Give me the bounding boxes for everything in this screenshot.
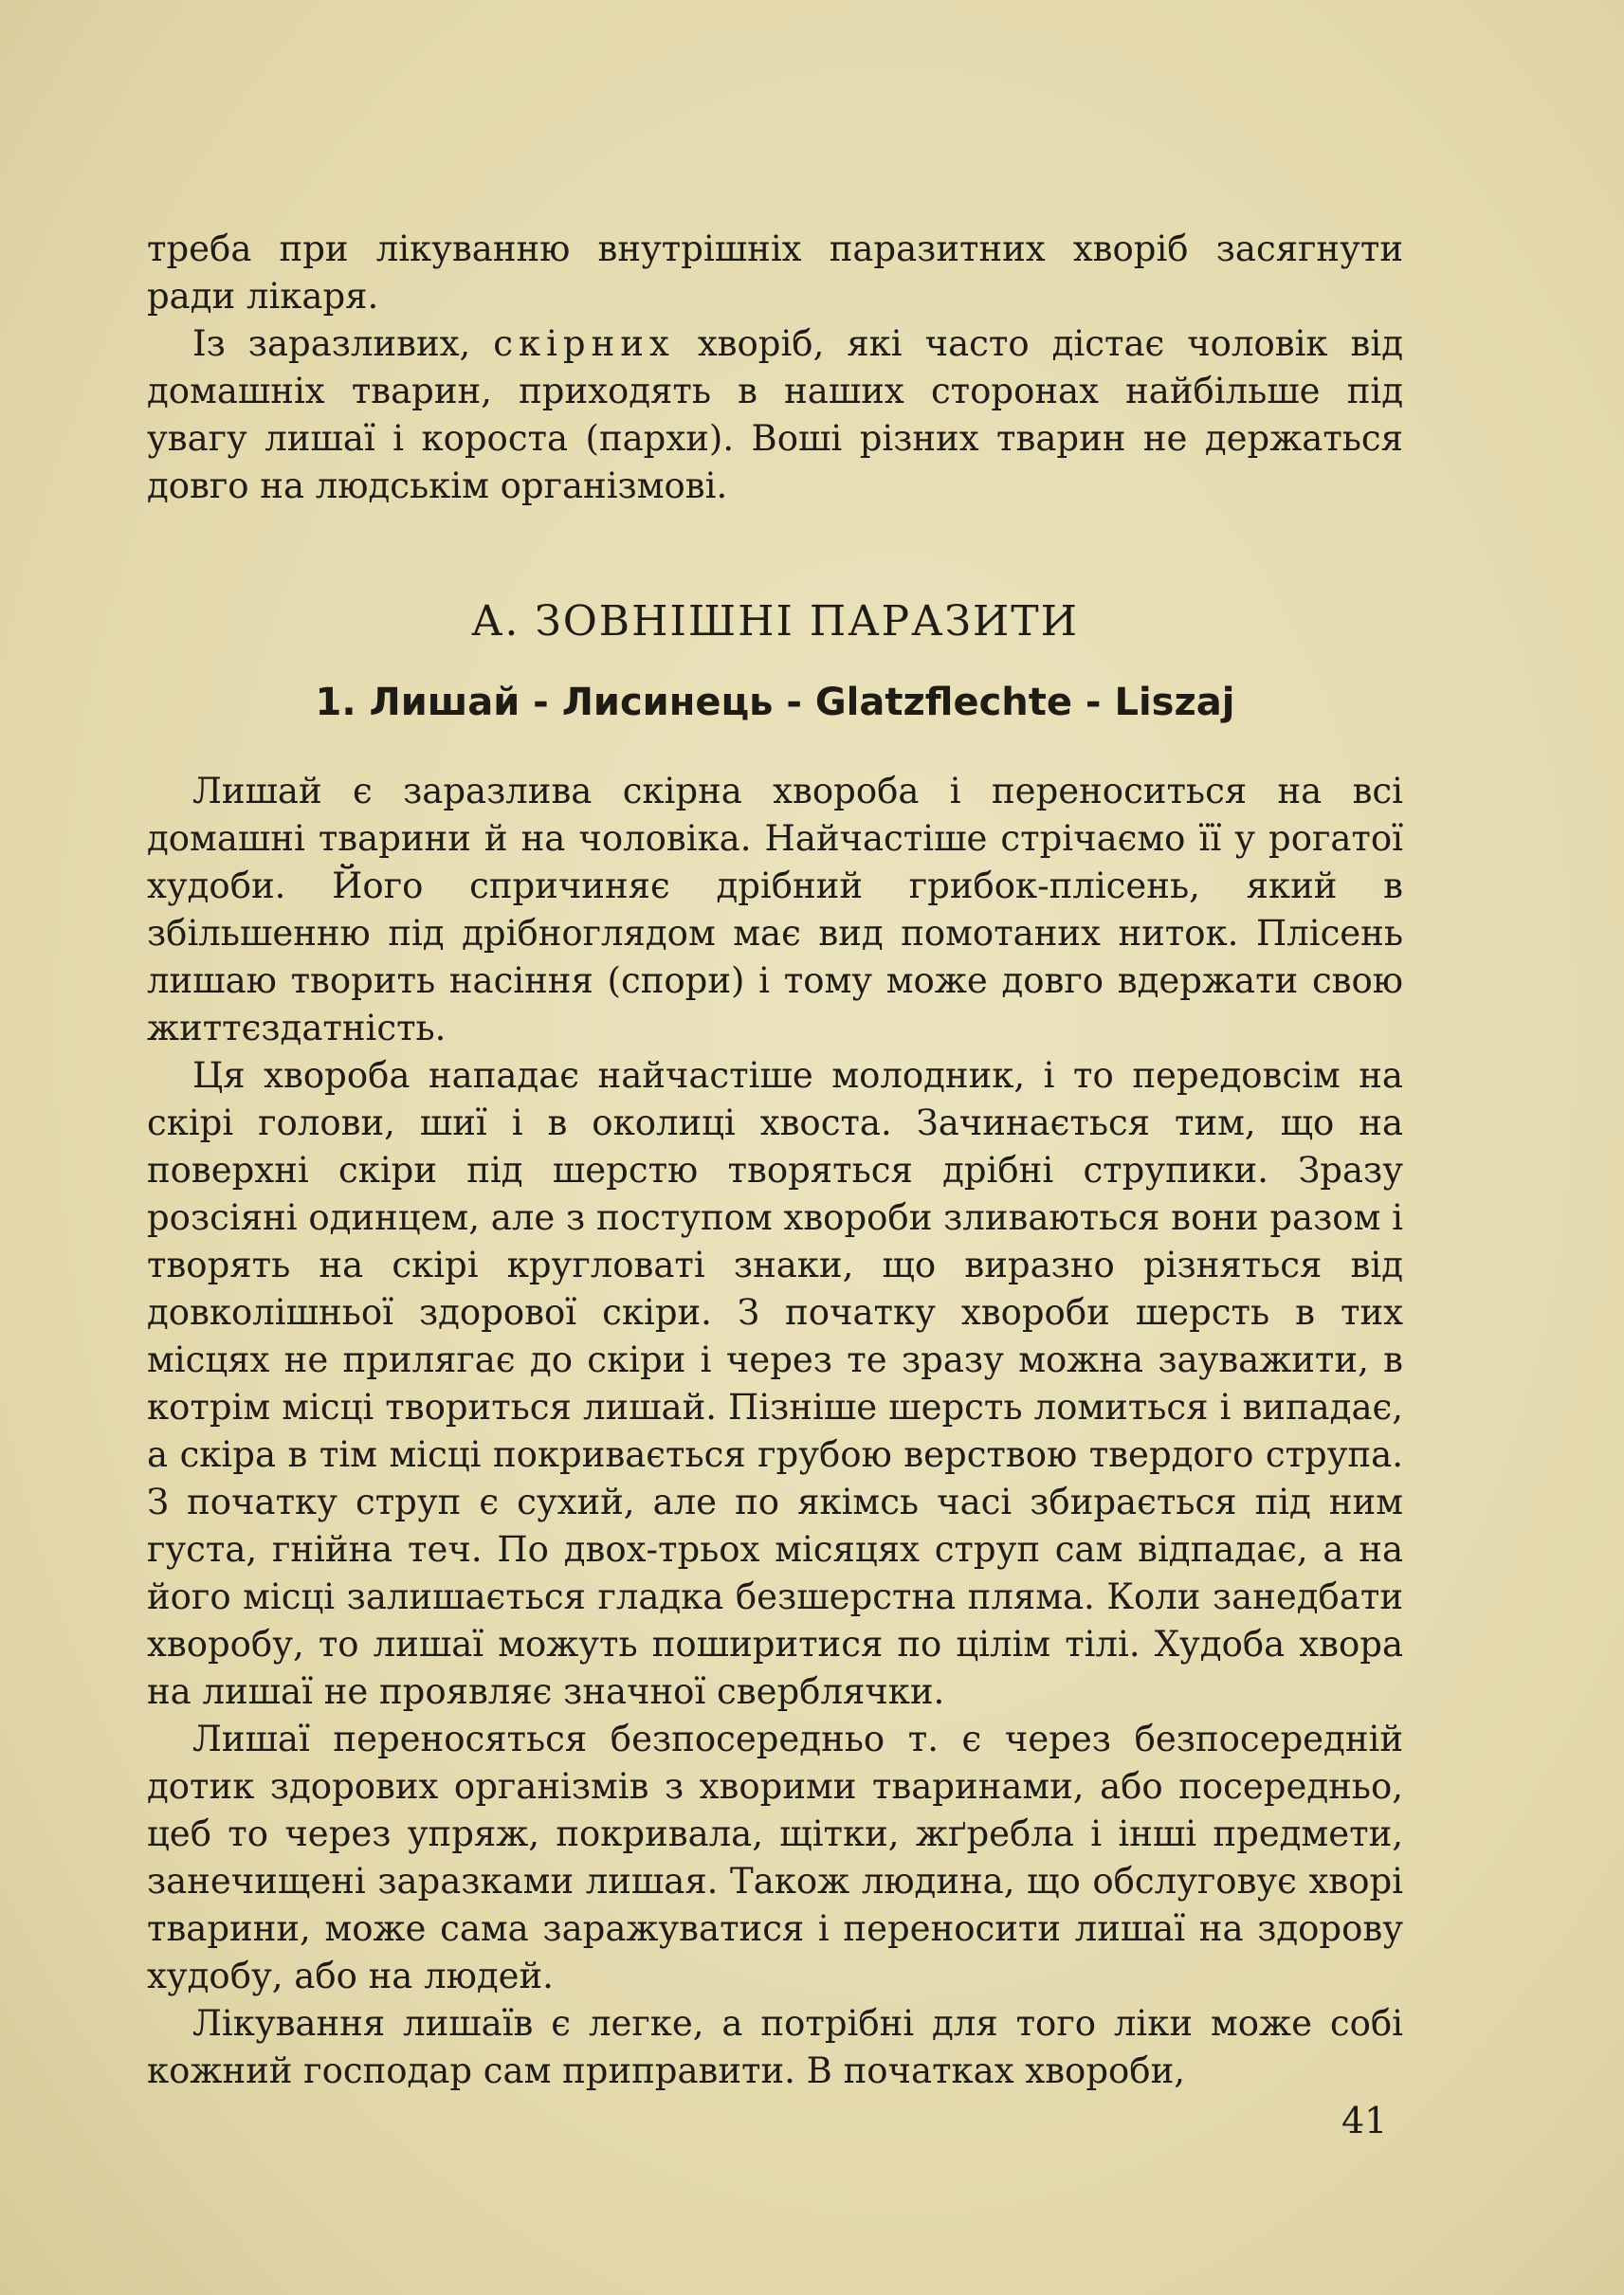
body-paragraph-1: Лишай є заразлива скірна хвороба і переноситься на всі домашні тварини й на чоловіка. Найчастіше стрічаємо її у рогатої худоби. Його спричиняє дрібний грибок-плісень, який в збільшенню під дрібноглядом має вид помотаних ниток. Плісень лишаю творить насіння (спори) і тому може довго вдержати свою життєздатність.	[147, 771, 1403, 1048]
intro-paragraph-2	[147, 320, 1403, 510]
intro-p2-start: Із заразливих,	[192, 323, 494, 364]
subsection-heading: 1. Лишай - Лисинець - Glatzflechte - Liszaj	[315, 681, 1235, 724]
page-number: 41	[1341, 2100, 1388, 2141]
body-paragraph-2: Ця хвороба нападає найчастіше молодник, і то передовсім на скірі голови, шиї і в околиці хвоста. Зачинається тим, що на поверхні скіри під шерстю творяться дрібні струпики. Зразу розсіяні одинцем, але з поступом хвороби зливаються вони разом і творять на скірі кругловаті знаки, що виразно різняться від довколішньої здорової скіри. З початку хвороби шерсть в тих місцях не прилягає до скіри і через те зразу можна зауважити, в котрім місці твориться лишай. Пізніше шерсть ломиться і випадає, а скіра в тім місці покривається грубою верствою твердого струпа. З початку струп є сухий, але по якімсь часі збирається під ним густа, гнійна теч. По двох-трьох місяцях струп сам відпадає, а на його місці залишається гладка безшерстна пляма. Коли занедбати хворобу, то лишаї можуть поширитися по цілім тілі. Худоба хвора на лишаї не проявляє значної сверблячки.	[147, 1055, 1403, 1712]
section-heading: А. ЗОВНІШНІ ПАРАЗИТИ	[471, 597, 1079, 646]
intro-p2-spaced-word: скірних	[493, 323, 675, 364]
intro-text	[147, 226, 1403, 510]
body-paragraph-4: Лікування лишаїв є легке, а потрібні для того ліки може собі кожний господар сам приправити. В початках хвороби,	[147, 2003, 1403, 2091]
body-text	[147, 768, 1403, 2095]
intro-p2-end: хворіб, які часто дістає чоловік від домашніх тварин, приходять в наших сторонах найбільше під увагу лишаї і короста (пархи). Воші різних тварин не держаться довго на людськім організмові.	[147, 323, 1403, 506]
body-paragraph-3: Лишаї переносяться безпосередньо т. є через безпосередній дотик здорових організмів з хворими тваринами, або посередньо, цеб то через упряж, покривала, щітки, жґребла і інші предмети, занечищені заразками лишая. Також людина, що обслуговує хворі тварини, може сама заражуватися і переносити лишаї на здорову худобу, або на людей.	[147, 1719, 1403, 1996]
intro-paragraph-1: треба при лікуванню внутрішніх паразитних хворіб засягнути ради лікаря.	[147, 228, 1403, 317]
